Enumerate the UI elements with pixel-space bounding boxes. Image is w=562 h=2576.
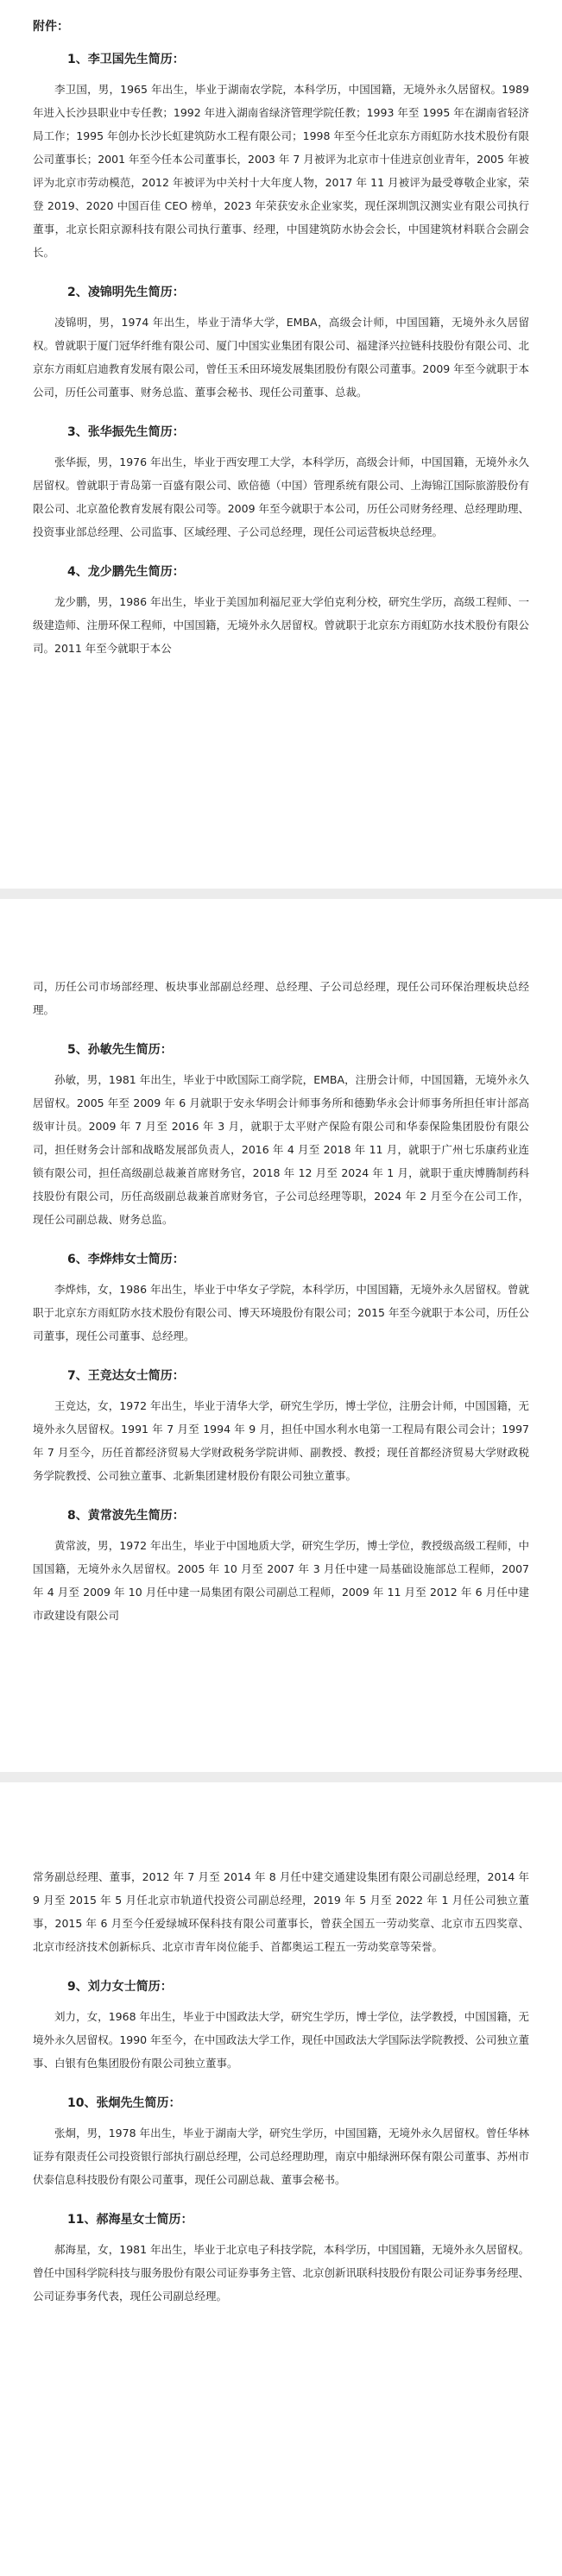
annex-label: 附件： xyxy=(33,20,69,34)
page-separator xyxy=(0,1772,562,1782)
bio-paragraph: 黄常波，男，1972 年出生，毕业于中国地质大学，研究生学历，博士学位，教授级高级工程师，中国国籍，无境外永久居留权。2005 年 10 月至 2007 年 3 月任中建一局基础设施部总工程师，2007 年 4 月至 2009 年 10 月任中建一局集团有限公司副总工程师，2009 年 11 月至 2012 年 6 月任中建市政建设有限公司 xyxy=(33,1539,529,1622)
page-content xyxy=(33,975,529,1646)
bio-heading: 5、孙敏先生简历： xyxy=(67,1043,173,1057)
bio-paragraph: 郝海星，女，1981 年出生，毕业于北京电子科技学院，本科学历，中国国籍，无境外永久居留权。曾任中国科学院科技与服务股份有限公司证券事务主管、北京创新讯联科技股份有限公司证券事务经理、公司证券事务代表，现任公司副总经理。 xyxy=(33,2243,530,2303)
bio-heading: 2、凌锦明先生简历： xyxy=(67,286,185,299)
bio-heading: 8、黄常波先生简历： xyxy=(67,1509,185,1523)
document-page-1 xyxy=(0,0,562,889)
page-content xyxy=(33,1865,529,2327)
bio-paragraph: 龙少鹏，男，1986 年出生，毕业于美国加利福尼亚大学伯克利分校，研究生学历，高级工程师、一级建造师、注册环保工程师，中国国籍，无境外永久居留权。曾就职于北京东方雨虹防水技术股份有限公司。2011 年至今就职于本公 xyxy=(33,595,530,655)
bio-heading: 9、刘力女士简历： xyxy=(67,1980,173,1994)
bio-paragraph-continued: 司，历任公司市场部经理、板块事业部副总经理、总经理、子公司总经理，现任公司环保治理板块总经理。 xyxy=(33,980,529,1016)
bio-heading: 7、王竞达女士简历： xyxy=(67,1369,185,1383)
bio-paragraph: 张华振，男，1976 年出生，毕业于西安理工大学，本科学历，高级会计师，中国国籍，无境外永久居留权。曾就职于青岛第一百盛有限公司、欧倍德（中国）管理系统有限公司、上海锦江国际旅游股份有限公司、北京盈伦教育发展有限公司等。2009 年至今就职于本公司，历任公司财务经理、总经理助理、投资事业部总经理、公司监事、区域经理、子公司总经理，现任公司运营板块总经理。 xyxy=(33,456,530,538)
bio-heading: 4、龙少鹏先生简历： xyxy=(67,565,185,579)
bio-heading: 10、张炯先生简历： xyxy=(67,2096,181,2110)
page-separator xyxy=(0,889,562,899)
bio-paragraph: 王竞达，女，1972 年出生，毕业于清华大学，研究生学历，博士学位，注册会计师，中国国籍，无境外永久居留权。1991 年 7 月至 1994 年 9 月，担任中国水利水电第一工程局有限公司会计；1997 年 7 月至今，历任首都经济贸易大学财政税务学院讲师、副教授、教授；现任首都经济贸易大学财政税务学院教授、公司独立董事、北新集团建材股份有限公司独立董事。 xyxy=(33,1399,529,1482)
bio-paragraph: 凌锦明，男，1974 年出生，毕业于清华大学，EMBA，高级会计师，中国国籍，无境外永久居留权。曾就职于厦门冠华纤维有限公司、厦门中国实业集团有限公司、福建泽兴拉链科技股份有限公司、北京东方雨虹启迪教育发展有限公司，曾任玉禾田环境发展集团股份有限公司董事。2009 年至今就职于本公司，历任公司董事、财务总监、董事会秘书、现任公司董事、总裁。 xyxy=(33,316,530,399)
document-page-3 xyxy=(0,1782,562,2576)
bio-paragraph: 李卫国，男，1965 年出生，毕业于湖南农学院，本科学历，中国国籍，无境外永久居留权。1989 年进入长沙县职业中专任教；1992 年进入湖南省绿济管理学院任教；1993 年至 1995 年在湖南省轻济局工作；1995 年创办长沙长虹建筑防水工程有限公司；1998 年至今任北京东方雨虹防水技术股份有限公司董事长；2001 年至今任本公司董事长，2003 年 7 月被评为北京市十佳进京创业青年，2005 年被评为北京市劳动模范，2012 年被评为中关村十大年度人物，2017 年 11 月被评为最受尊敬企业家，荣登 2019、2020 中国百佳 CEO 榜单，2023 年荣获安永企业家奖，现任深圳凯汉测实业有限公司执行董事，北京长阳京源科技有限公司执行董事、经理，中国建筑防水协会会长，中国建筑材料联合会副会长。 xyxy=(33,83,529,259)
bio-paragraph: 孙敏，男，1981 年出生，毕业于中欧国际工商学院，EMBA，注册会计师，中国国籍，无境外永久居留权。2005 年至 2009 年 6 月就职于安永华明会计师事务所和德勤华永会计师事务所担任审计部高级审计员。2009 年 7 月至 2016 年 3 月，就职于太平财产保险有限公司和华泰保险集团股份有限公司，担任财务会计部和战略发展部负责人，2016 年 4 月至 2018 年 11 月，就职于广州七乐康药业连锁有限公司，担任高级副总裁兼首席财务官，2018 年 12 月至 2024 年 1 月，就职于重庆博腾制药科技股份有限公司，历任高级副总裁兼首席财务官，子公司总经理等职，2024 年 2 月至今在公司工作，现任公司副总裁、财务总监。 xyxy=(33,1073,529,1226)
bio-heading: 11、郝海星女士简历： xyxy=(67,2213,193,2227)
bio-heading: 1、李卫国先生简历： xyxy=(67,53,185,66)
document-page-2 xyxy=(0,899,562,1772)
bio-paragraph: 刘力，女，1968 年出生，毕业于中国政法大学，研究生学历，博士学位，法学教授，中国国籍，无境外永久居留权。1990 年至今，在中国政法大学工作，现任中国政法大学国际法学院教授、公司独立董事、白银有色集团股份有限公司独立董事。 xyxy=(33,2010,529,2070)
bio-paragraph: 李烨炜，女，1986 年出生，毕业于中华女子学院，本科学历，中国国籍，无境外永久居留权。曾就职于北京东方雨虹防水技术股份有限公司、博天环境股份有限公司；2015 年至今就职于本公司，历任公司董事，现任公司董事、总经理。 xyxy=(33,1283,529,1342)
bio-paragraph-continued: 常务副总经理、董事，2012 年 7 月至 2014 年 8 月任中建交通建设集团有限公司副总经理，2014 年 9 月至 2015 年 5 月任北京市轨道代投资公司副总经理，2019 年 5 月至 2022 年 1 月任公司独立董事，2015 年 6 月至今任爱绿城环保科技有限公司董事长，曾获全国五一劳动奖章、北京市五四奖章、北京市经济技术创新标兵、北京市青年岗位能手、首都奥运工程五一劳动奖章等荣誉。 xyxy=(33,1870,529,1953)
page-content xyxy=(33,17,529,679)
bio-heading: 3、张华振先生简历： xyxy=(67,425,185,439)
bio-paragraph: 张炯，男，1978 年出生，毕业于湖南大学，研究生学历，中国国籍，无境外永久居留权。曾任华林证券有限责任公司投资银行部执行副总经理，公司总经理助理，南京中船绿洲环保有限公司董事、苏州市伏泰信息科技股份有限公司董事，现任公司副总裁、董事会秘书。 xyxy=(33,2127,530,2186)
bio-heading: 6、李烨炜女士简历： xyxy=(67,1253,185,1266)
